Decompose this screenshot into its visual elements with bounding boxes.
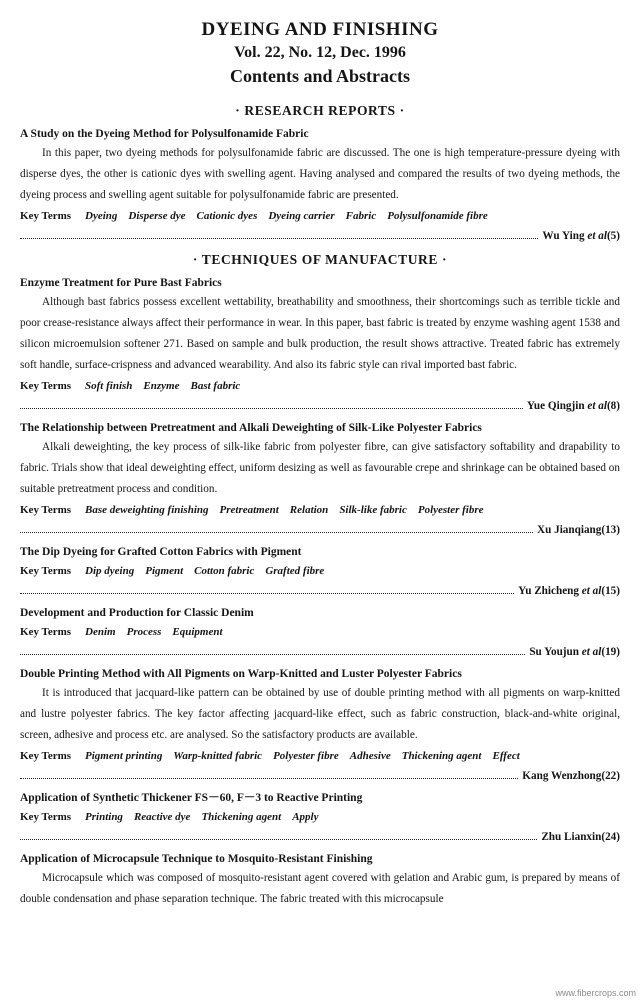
key-terms-label: Key Terms [20,811,72,823]
key-terms-label: Key Terms [20,750,72,762]
key-term: Effect [492,750,520,762]
author-line [0,767,640,785]
dotted-leader [20,838,537,840]
key-term: Pigment [145,565,184,577]
page-number: (22) [601,770,620,782]
key-term: Pigment printing [85,750,163,762]
article-title: Double Printing Method with All Pigments on Warp-Knitted and Luster Polyester Fabrics [20,668,462,680]
article-title: Application of Microcapsule Technique to Mosquito-Resistant Finishing [20,853,373,865]
issue-line: Vol. 22, No. 12, Dec. 1996 [234,44,406,61]
key-term: Cotton fabric [194,565,255,577]
article-entry [0,126,640,245]
key-term: Polyester fibre [417,504,484,516]
key-terms-line [0,746,640,767]
article-title: Development and Production for Classic Denim [20,607,254,619]
key-terms-label: Key Terms [20,380,72,392]
article-title: Application of Synthetic Thickener FS－60, F－3 to Reactive Printing [20,792,363,804]
dotted-leader [20,407,523,409]
article-entry [0,851,640,910]
et-al-text: et al [581,585,602,597]
author-credit [542,227,620,245]
article-title: The Dip Dyeing for Grafted Cotton Fabrics with Pigment [20,546,302,558]
key-term: Denim [85,626,116,638]
sections-container [0,102,640,910]
key-terms-label: Key Terms [20,565,72,577]
article-entry [0,666,640,785]
author-credit [537,521,620,539]
key-term: Equipment [172,626,223,638]
key-terms-label: Key Terms [20,626,72,638]
key-term: Printing [85,811,123,823]
key-terms-line [0,807,640,828]
page-number: (24) [601,831,620,843]
author-line [0,643,640,661]
et-al-text: et al [581,646,602,658]
author-name: Yue Qingjin [526,400,585,412]
key-terms-line [0,206,640,227]
article-abstract: It is introduced that jacquard-like pattern can be obtained by use of double printing method with all pigments on warp-knitted and lustre polyester fabrics. The key factor affecting jacquard-like effect, such as fabric construction, black-and-white original, screen, adhesive and process etc. are analysed. So the satisfactory products are available. [20,687,620,741]
article-entry [0,605,640,661]
key-terms-line [0,561,640,582]
key-term: Relation [289,504,329,516]
author-line [0,828,640,846]
key-term: Grafted fibre [265,565,325,577]
key-term: Dyeing carrier [268,210,335,222]
et-al-text: et al [587,230,607,242]
page-number: (8) [606,400,620,412]
article-entry [0,790,640,846]
key-terms-line [0,500,640,521]
author-credit [541,828,620,846]
author-name: Yu Zhicheng [518,585,579,597]
article-entry [0,544,640,600]
dotted-leader [20,653,525,655]
author-line [0,521,640,539]
author-line [0,227,640,245]
key-terms-label: Key Terms [20,210,72,222]
key-term: Disperse dye [128,210,186,222]
author-credit [527,397,620,415]
key-terms-label: Key Terms [20,504,72,516]
page-number: (19) [601,646,620,658]
key-term: Thickening agent [201,811,282,823]
key-term: Apply [292,811,319,823]
key-term: Polysulfonamide fibre [387,210,488,222]
author-name: Su Youjun [529,646,579,658]
et-al-text: et al [587,400,607,412]
key-term: Adhesive [349,750,391,762]
article-entry [0,275,640,415]
dotted-leader [20,777,518,779]
author-credit [529,643,620,661]
key-term: Fabric [345,210,377,222]
key-term: Polyester fibre [273,750,339,762]
key-term: Soft finish [85,380,133,392]
key-term: Dyeing [85,210,118,222]
author-name: Wu Ying [542,230,585,242]
dotted-leader [20,592,514,594]
journal-title: DYEING AND FINISHING [201,19,439,40]
author-name: Zhu Lianxin [541,831,602,843]
section [0,251,640,910]
article-abstract: Microcapsule which was composed of mosquito-resistant agent covered with gelation and Arabic gum, is prepared by means of double condensation and phase separation technique. The fabric treated with this microcapsule [20,872,620,905]
key-term: Cationic dyes [196,210,258,222]
key-term: Warp-knitted fabric [173,750,263,762]
article-abstract: Although bast fabrics possess excellent wettability, breathability and smoothness, their shortcomings such as terrible tickle and poor crease-resistance always affect their performance in wear. In this paper, bast fabric is treated by enzyme washing agent 1538 and silicon microemulsion softener 271. Based on sample and bulk production, the result shows attractive. Treated fabric has extremely soft handle, surface-crispness and advanced wearability. And also its fabric style can rival imported bast fabric. [20,296,620,371]
key-term: Reactive dye [133,811,191,823]
masthead [0,0,640,88]
key-terms-line [0,622,640,643]
key-term: Process [126,626,162,638]
key-term: Enzyme [143,380,180,392]
section-heading: · RESEARCH REPORTS · [235,103,405,118]
key-term: Dip dyeing [85,565,135,577]
contents-title: Contents and Abstracts [229,66,411,86]
page-number: (5) [606,230,620,242]
article-abstract: In this paper, two dyeing methods for polysulfonamide fabric are discussed. The one is high temperature-pressure dyeing with disperse dyes, the other is cationic dyes with swelling agent. Having analysed and compared the results of two dyeing methods, the dyeing process and swelling agent suitable for polysulfonamide fabric are presented. [20,147,620,201]
author-name: Xu Jianqiang [537,524,602,536]
article-abstract: Alkali deweighting, the key process of silk-like fabric from polyester fibre, can give satisfactory softability and drapability to fabric. Trials show that ideal deweighting effect, uniform desizing as well as favourable crepe and shrinkage can be obtained based on suitable pretreatment process and condition. [20,441,620,495]
article-title: A Study on the Dyeing Method for Polysulfonamide Fabric [20,128,309,140]
author-line [0,582,640,600]
key-term: Thickening agent [401,750,482,762]
dotted-leader [20,237,538,239]
author-credit [518,582,620,600]
article-title: The Relationship between Pretreatment and Alkali Deweighting of Silk-Like Polyester Fabrics [20,422,482,434]
author-line [0,397,640,415]
section [0,102,640,245]
key-term: Silk-like fabric [339,504,407,516]
key-term: Base deweighting finishing [85,504,209,516]
key-term: Bast fabric [190,380,241,392]
watermark-text: www.fibercrops.com [555,988,636,998]
author-credit [522,767,620,785]
article-title: Enzyme Treatment for Pure Bast Fabrics [20,277,222,289]
key-term: Pretreatment [219,504,279,516]
page-number: (13) [601,524,620,536]
author-name: Kang Wenzhong [522,770,602,782]
article-entry [0,420,640,539]
key-terms-line [0,376,640,397]
page-number: (15) [601,585,620,597]
section-heading: · TECHNIQUES OF MANUFACTURE · [192,252,448,267]
dotted-leader [20,531,533,533]
